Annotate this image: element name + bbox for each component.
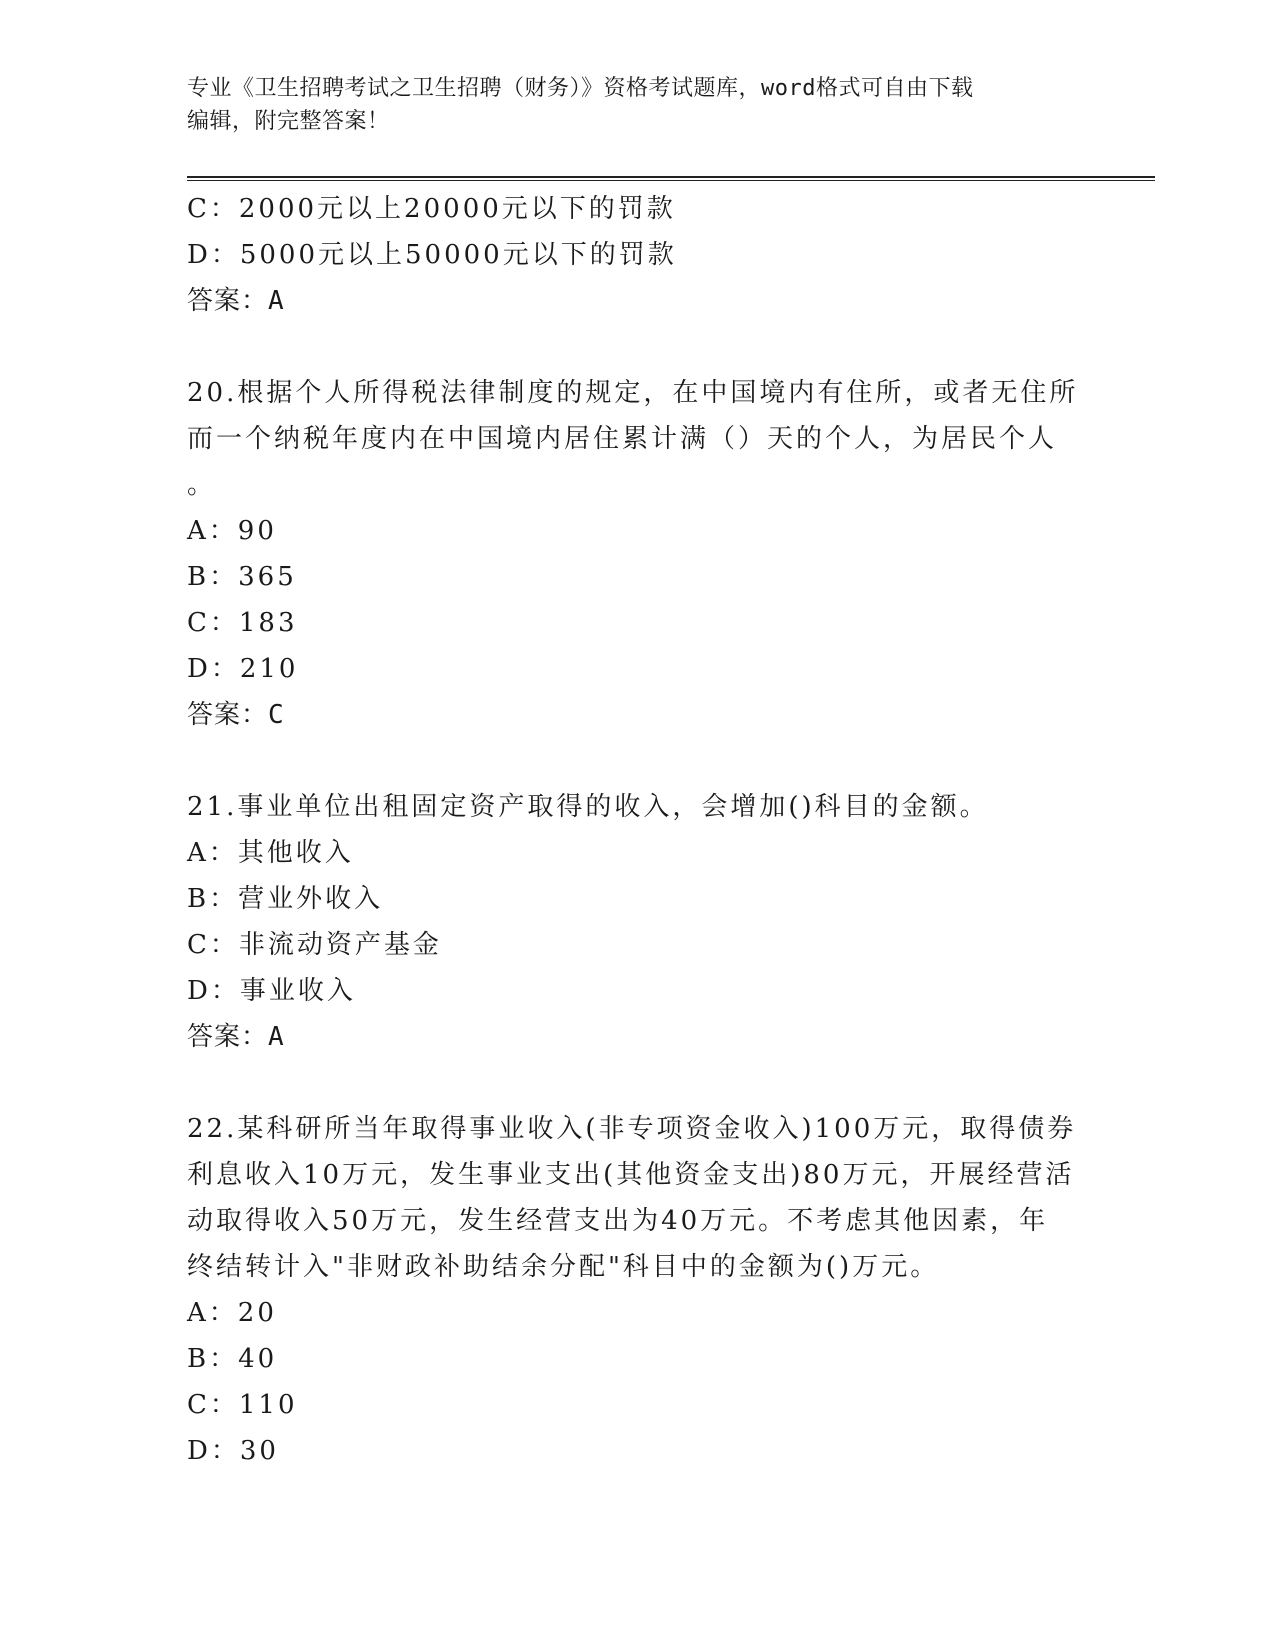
question-line: 22.某科研所当年取得事业收入(非专项资金收入)100万元，取得债券 [187,1114,1077,1144]
option-a: A：90 [187,516,277,546]
answer-line [187,692,1087,738]
option-d: D：5000元以上50000元以下的罚款 [187,240,677,270]
header-line-2: 编辑，附完整答案！ [187,109,390,134]
question-block-21 [187,784,1087,1060]
option-d: D：30 [187,1436,279,1466]
option-b: B：40 [187,1344,278,1374]
question-line: 动取得收入50万元，发生经营支出为40万元。不考虑其他因素，年 [187,1206,1049,1236]
question-text [187,784,1087,830]
answer-value: A [268,286,285,316]
answer-value: C [268,700,285,730]
option-b: B：营业外收入 [187,884,384,914]
option-c: C：183 [187,608,298,638]
option-b: B：365 [187,562,297,592]
header-divider [187,176,1155,181]
answer-label: 答案： [187,700,269,730]
option-d: D：210 [187,654,299,684]
spacer [187,738,1087,784]
answer-line [187,278,1087,324]
question-block-22 [187,1106,1087,1474]
question-text [187,370,1087,508]
question-line: 终结转计入"非财政补助结余分配"科目中的金额为()万元。 [187,1252,940,1282]
question-line: 20.根据个人所得税法律制度的规定，在中国境内有住所，或者无住所 [187,378,1079,408]
question-line: 21.事业单位出租固定资产取得的收入，会增加()科目的金额。 [187,792,989,822]
option-a: A：其他收入 [187,838,354,868]
question-line: 利息收入10万元，发生事业支出(其他资金支出)80万元，开展经营活 [187,1160,1075,1190]
spacer [187,1060,1087,1106]
option-c: C：2000元以上20000元以下的罚款 [187,194,676,224]
question-text [187,1106,1087,1290]
answer-line [187,1014,1087,1060]
option-c: C：110 [187,1390,298,1420]
document-header [187,72,1087,138]
answer-label: 答案： [187,1022,269,1052]
header-line-1: 专业《卫生招聘考试之卫生招聘（财务）》资格考试题库，word格式可自由下载 [187,76,974,101]
document-body [187,186,1087,1474]
question-block-20 [187,370,1087,738]
option-c: C：非流动资产基金 [187,930,442,960]
option-a: A：20 [187,1298,277,1328]
option-d: D：事业收入 [187,976,356,1006]
question-block-prev [187,186,1087,324]
spacer [187,324,1087,370]
answer-label: 答案： [187,286,269,316]
answer-value: A [268,1022,285,1052]
question-line: 而一个纳税年度内在中国境内居住累计满（）天的个人，为居民个人 [187,424,1058,454]
question-line: 。 [187,470,217,500]
